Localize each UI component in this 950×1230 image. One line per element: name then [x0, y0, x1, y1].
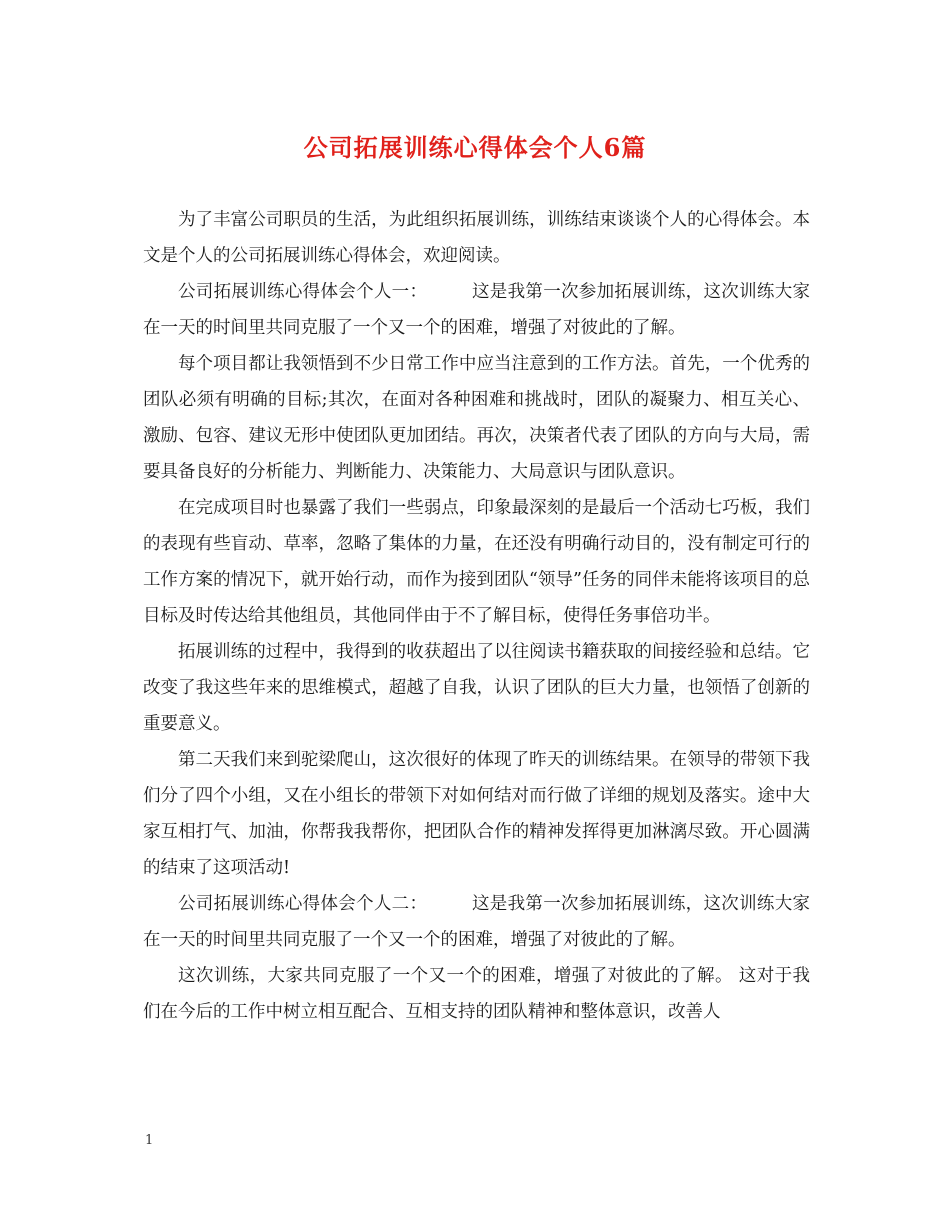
paragraph: 公司拓展训练心得体会个人二： 这是我第一次参加拓展训练，这次训练大家在一天的时间里共同克服了一个又一个的困难，增强了对彼此的了解。	[143, 894, 810, 950]
paragraph: 在完成项目时也暴露了我们一些弱点，印象最深刻的是最后一个活动七巧板，我们的表现有些盲动、草率，忽略了集体的力量，在还没有明确行动目的，没有制定可行的工作方案的情况下，就开始行动，而作为接到团队“领导”任务的同伴未能将该项目的总目标及时传达给其他组员，其他同伴由于不了解目标，使得任务事倍功半。	[143, 498, 810, 626]
paragraph: 第二天我们来到驼梁爬山，这次很好的体现了昨天的训练结果。在领导的带领下我们分了四个小组，又在小组长的带领下对如何结对而行做了详细的规划及落实。途中大家互相打气、加油，你帮我我帮你，把团队合作的精神发挥得更加淋漓尽致。开心圆满的结束了这项活动!	[143, 750, 810, 878]
document-title: 公司拓展训练心得体会个人6篇	[303, 133, 647, 162]
paragraph: 每个项目都让我领悟到不少日常工作中应当注意到的工作方法。首先，一个优秀的团队必须有明确的目标;其次，在面对各种困难和挑战时，团队的凝聚力、相互关心、激励、包容、建议无形中使团队更加团结。再次，决策者代表了团队的方向与大局，需要具备良好的分析能力、判断能力、决策能力、大局意识与团队意识。	[143, 354, 810, 482]
document-body	[143, 202, 810, 1030]
paragraph: 公司拓展训练心得体会个人一： 这是我第一次参加拓展训练，这次训练大家在一天的时间里共同克服了一个又一个的困难，增强了对彼此的了解。	[143, 282, 810, 338]
paragraph: 这次训练，大家共同克服了一个又一个的困难，增强了对彼此的了解。 这对于我们在今后的工作中树立相互配合、互相支持的团队精神和整体意识，改善人	[143, 966, 810, 1022]
page-number: 1	[145, 1133, 154, 1148]
paragraph: 拓展训练的过程中，我得到的收获超出了以往阅读书籍获取的间接经验和总结。它改变了我这些年来的思维模式，超越了自我，认识了团队的巨大力量，也领悟了创新的重要意义。	[143, 642, 810, 734]
paragraph: 为了丰富公司职员的生活，为此组织拓展训练，训练结束谈谈个人的心得体会。本文是个人的公司拓展训练心得体会，欢迎阅读。	[143, 210, 810, 266]
